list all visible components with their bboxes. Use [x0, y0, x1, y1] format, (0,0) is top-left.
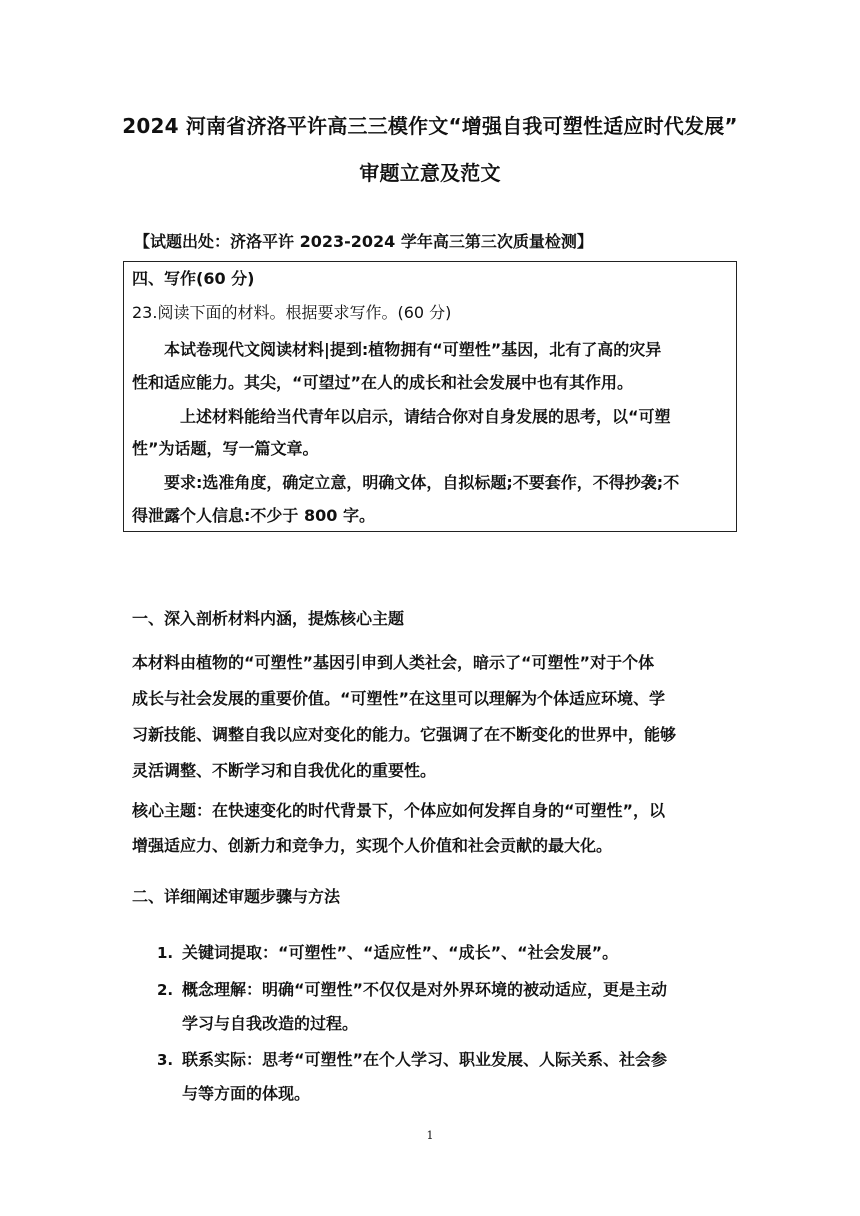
list-item-line: 学习与自我改造的过程。 [182, 1014, 359, 1033]
list-item-line: 联系实际：思考“可塑性”在个人学习、职业发展、人际关系、社会参 [182, 1050, 668, 1069]
list-number: 3. [157, 1051, 174, 1069]
page-number: 1 [426, 1129, 434, 1142]
requirement-line: 得泄露个人信息:不少于 800 字。 [132, 506, 375, 525]
paragraph-line: 习新技能、调整自我以应对变化的能力。它强调了在不断变化的世界中，能够 [132, 725, 677, 744]
paragraph-line: 成长与社会发展的重要价值。“可塑性”在这里可以理解为个体适应环境、学 [132, 689, 666, 708]
paragraph-line: 灵活调整、不断学习和自我优化的重要性。 [132, 761, 437, 780]
material-line: 上述材料能给当代青年以启示，请结合你对自身发展的思考，以“可塑 [180, 407, 671, 426]
question-prompt: 23.阅读下面的材料。根据要求写作。(60 分) [132, 303, 452, 322]
section-heading: 二、详细阐述审题步骤与方法 [132, 887, 341, 906]
question-source: 【试题出处：济洛平许 2023-2024 学年高三第三次质量检测】 [134, 232, 593, 251]
document-subtitle: 审题立意及范文 [359, 161, 501, 185]
material-line: 本试卷现代文阅读材料|提到:植物拥有“可塑性”基因，北有了高的灾异 [164, 340, 662, 359]
list-number: 1. [157, 944, 174, 962]
section-heading: 一、深入剖析材料内涵，提炼核心主题 [132, 609, 405, 628]
writing-section-heading: 四、写作(60 分) [132, 269, 255, 288]
list-item-line: 概念理解：明确“可塑性”不仅仅是对外界环境的被动适应，更是主动 [182, 980, 668, 999]
paragraph-line: 本材料由植物的“可塑性”基因引申到人类社会，暗示了“可塑性”对于个体 [132, 653, 655, 672]
core-theme-line: 核心主题：在快速变化的时代背景下，个体应如何发挥自身的“可塑性”，以 [132, 801, 666, 820]
list-number: 2. [157, 981, 174, 999]
list-item-line: 与等方面的体现。 [182, 1084, 311, 1103]
requirement-line: 要求:选准角度，确定立意，明确文体，自拟标题;不要套作，不得抄袭;不 [164, 473, 680, 492]
material-line: 性和适应能力。其尖，“可望过”在人的成长和社会发展中也有其作用。 [132, 373, 634, 392]
material-line: 性”为话题，写一篇文章。 [132, 439, 319, 458]
core-theme-line: 增强适应力、创新力和竞争力，实现个人价值和社会贡献的最大化。 [132, 836, 613, 855]
document-title: 2024 河南省济洛平许高三三模作文“增强自我可塑性适应时代发展” [122, 114, 738, 138]
list-item-line: 关键词提取：“可塑性”、“适应性”、“成长”、“社会发展”。 [182, 943, 619, 962]
